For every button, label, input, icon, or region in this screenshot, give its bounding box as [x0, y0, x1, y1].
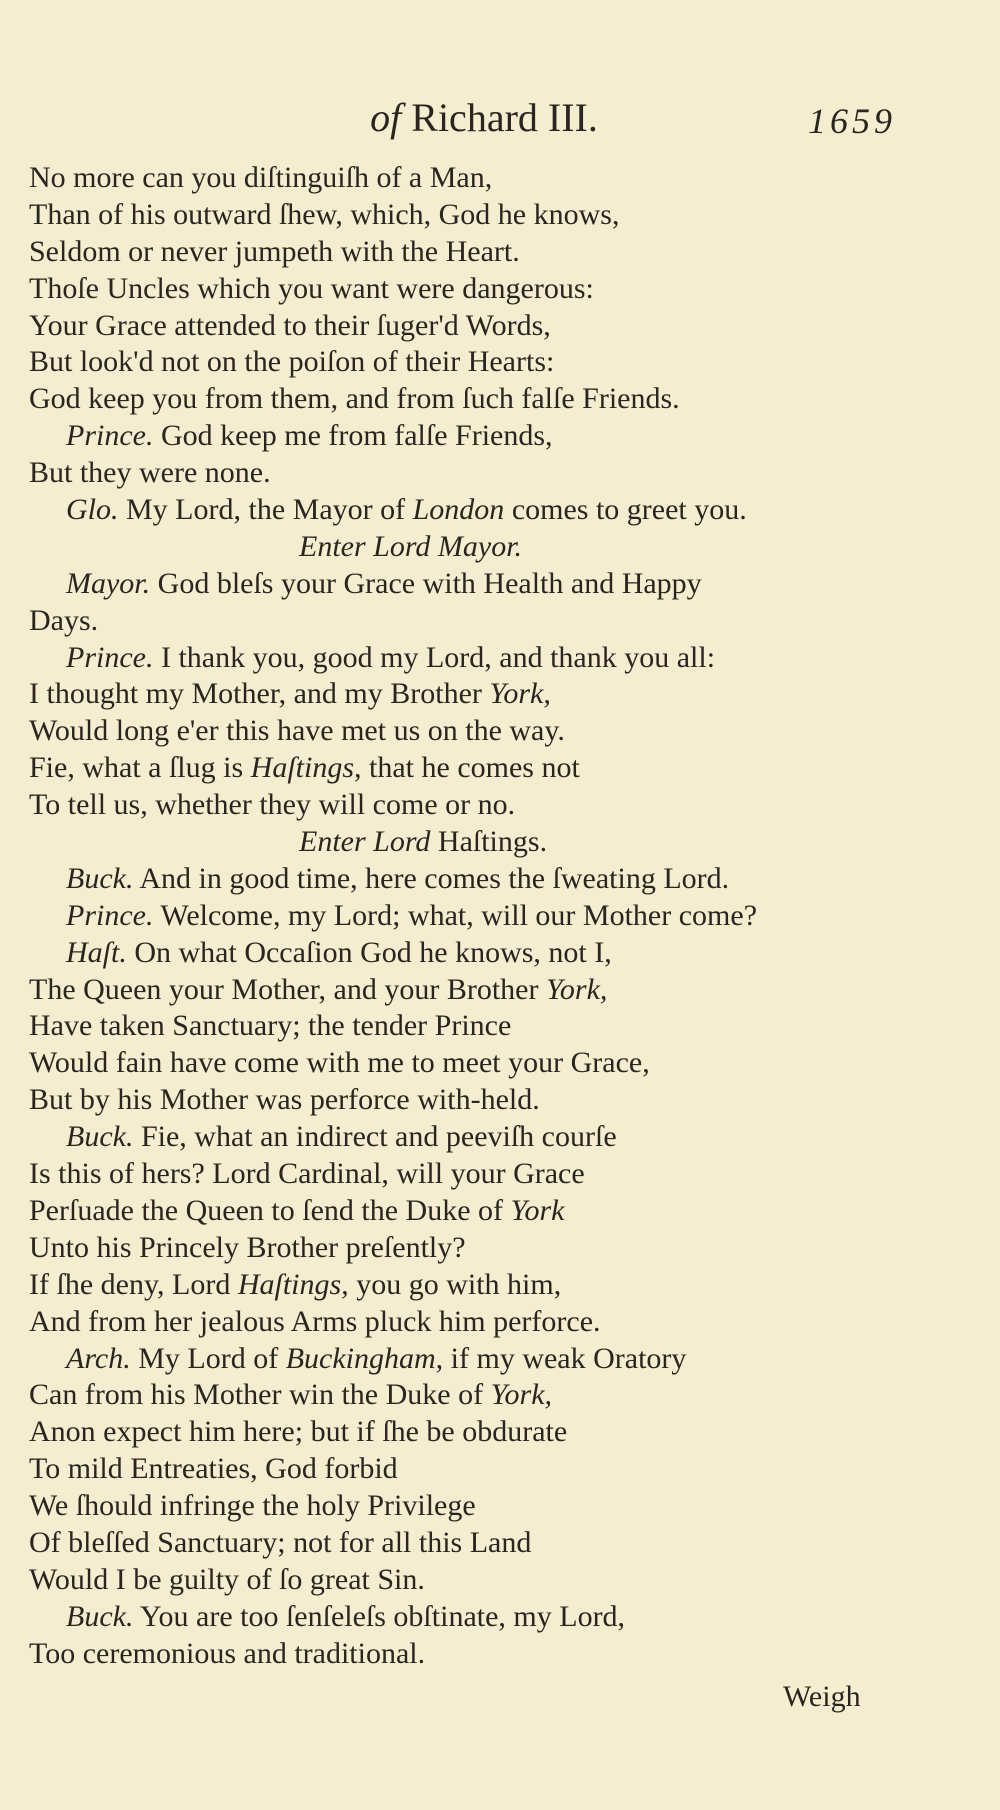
text-segment: And in good time, here comes the ſweating Lord. — [133, 861, 730, 895]
text-segment: But by his Mother was perforce with-held. — [29, 1083, 540, 1117]
text-segment: But look'd not on the poiſon of their Hearts: — [29, 345, 555, 379]
text-segment: My Lord of — [130, 1341, 286, 1375]
verse-line — [29, 234, 875, 271]
text-segment: if my weak Oratory — [443, 1341, 687, 1375]
verse-line — [29, 713, 875, 750]
speech-line — [29, 492, 875, 529]
verse-line — [29, 750, 875, 787]
text-segment: Perſuade the Queen to ſend the Duke of — [29, 1193, 511, 1227]
verse-line — [29, 1082, 875, 1119]
text-segment: The Queen your Mother, and your Brother — [29, 972, 546, 1006]
italic-text: York, — [489, 677, 551, 711]
italic-text: Buck. — [66, 1599, 134, 1633]
verse-line — [29, 1562, 875, 1599]
running-title-prefix: of — [370, 95, 402, 140]
text-segment: We ſhould infringe the holy Privilege — [29, 1489, 476, 1523]
text-segment: Seldom or never jumpeth with the Heart. — [29, 234, 520, 268]
verse-line — [29, 455, 875, 492]
italic-text: York, — [546, 972, 608, 1006]
verse-line — [29, 1377, 875, 1414]
text-segment: Anon expect him here; but if ſhe be obdurate — [29, 1415, 568, 1449]
verse-line — [29, 1156, 875, 1193]
verse-line — [29, 1008, 875, 1045]
italic-text: York — [510, 1193, 565, 1227]
italic-text: Haſtings, — [250, 751, 362, 785]
speech-line — [29, 1599, 875, 1636]
verse-line — [29, 160, 875, 197]
page-number: 1659 — [808, 101, 896, 141]
text-segment: God keep you from them, and from ſuch falſe Friends. — [29, 382, 680, 416]
verse-line — [29, 1267, 875, 1304]
text-segment: Have taken Sanctuary; the tender Prince — [29, 1009, 512, 1043]
verse-line — [29, 1488, 875, 1525]
speech-line — [29, 640, 875, 677]
verse-line — [29, 787, 875, 824]
italic-text: Prince. — [66, 419, 154, 453]
verse-line — [29, 1230, 875, 1267]
text-segment: Would I be guilty of ſo great Sin. — [29, 1562, 425, 1596]
text-segment: Welcome, my Lord; what, will our Mother come? — [153, 898, 758, 932]
speech-line — [29, 898, 875, 935]
verse-line — [29, 344, 875, 381]
verse-line — [29, 1636, 875, 1673]
speech-line — [29, 1119, 875, 1156]
text-segment: Days. — [29, 603, 99, 637]
verse-line — [29, 1414, 875, 1451]
verse-line — [29, 197, 875, 234]
italic-text: Buck. — [66, 1120, 134, 1154]
text-segment: Can from his Mother win the Duke of — [29, 1378, 491, 1412]
text-segment: Is this of hers? Lord Cardinal, will your Grace — [29, 1157, 585, 1191]
text-segment: Unto his Princely Brother preſently? — [29, 1230, 466, 1264]
text-segment: Thoſe Uncles which you want were dangerous: — [29, 271, 594, 305]
text-segment: No more can you diſtinguiſh of a Man, — [29, 161, 493, 194]
verse-line — [29, 308, 875, 345]
text-segment: I thought my Mother, and my Brother — [29, 677, 490, 711]
play-text — [29, 160, 875, 1673]
text-segment: If ſhe deny, Lord — [29, 1267, 238, 1301]
verse-line — [29, 1193, 875, 1230]
italic-text: Haſtings, — [237, 1267, 349, 1301]
verse-line — [29, 1451, 875, 1488]
italic-text: Buckingham, — [285, 1341, 444, 1375]
page-header — [0, 94, 1000, 144]
italic-text: London — [412, 493, 505, 527]
verse-line — [29, 603, 875, 640]
running-title-main: Richard III. — [401, 95, 598, 140]
italic-text: Enter Lord Mayor. — [299, 529, 523, 563]
speech-line — [29, 1341, 875, 1378]
text-segment: To mild Entreaties, God forbid — [29, 1452, 398, 1486]
text-segment: On what Occaſion God he knows, not I, — [126, 935, 612, 969]
text-segment: My Lord, the Mayor of — [118, 493, 413, 527]
text-segment: comes to greet you. — [504, 493, 747, 527]
text-segment: you go with him, — [348, 1267, 562, 1301]
text-segment: But they were none. — [29, 456, 271, 490]
speech-line — [29, 418, 875, 455]
text-segment: Haſtings. — [430, 825, 548, 859]
text-segment: You are too ſenſeleſs obſtinate, my Lord, — [133, 1599, 626, 1633]
italic-text: Glo. — [66, 493, 119, 527]
stage-direction — [29, 824, 875, 861]
text-segment: To tell us, whether they will come or no. — [29, 788, 516, 822]
catchword: Weigh — [783, 1680, 861, 1713]
stage-direction — [29, 529, 875, 566]
text-segment: Of bleſſed Sanctuary; not for all this Land — [29, 1525, 532, 1559]
speech-line — [29, 861, 875, 898]
text-segment: Would fain have come with me to meet your Grace, — [29, 1046, 650, 1080]
italic-text: Prince. — [66, 898, 154, 932]
verse-line — [29, 1525, 875, 1562]
verse-line — [29, 1304, 875, 1341]
italic-text: Enter Lord — [299, 825, 431, 859]
text-segment: And from her jealous Arms pluck him perforce. — [29, 1304, 601, 1338]
speech-line — [29, 566, 875, 603]
text-segment: Would long e'er this have met us on the way. — [29, 714, 565, 748]
verse-line — [29, 271, 875, 308]
text-segment: that he comes not — [361, 751, 580, 785]
text-segment: Your Grace attended to their ſuger'd Words, — [29, 308, 551, 342]
verse-line — [29, 972, 875, 1009]
italic-text: Arch. — [66, 1341, 131, 1375]
text-segment: I thank you, good my Lord, and thank you all: — [153, 640, 716, 674]
italic-text: Prince. — [66, 640, 154, 674]
verse-line — [29, 381, 875, 418]
text-segment: Too ceremonious and traditional. — [29, 1636, 426, 1670]
italic-text: Mayor. — [66, 566, 151, 600]
italic-text: York, — [490, 1378, 553, 1412]
italic-text: Haſt. — [66, 935, 127, 969]
text-segment: Fie, what a ſlug is — [29, 751, 251, 785]
speech-line — [29, 935, 875, 972]
text-segment: God bleſs your Grace with Health and Happy — [150, 566, 702, 600]
text-segment: Than of his outward ſhew, which, God he knows, — [29, 197, 620, 231]
verse-line — [29, 676, 875, 713]
italic-text: Buck. — [66, 861, 134, 895]
verse-line — [29, 1045, 875, 1082]
text-segment: God keep me from falſe Friends, — [153, 419, 553, 453]
text-segment: Fie, what an indirect and peeviſh courſe — [133, 1120, 617, 1154]
